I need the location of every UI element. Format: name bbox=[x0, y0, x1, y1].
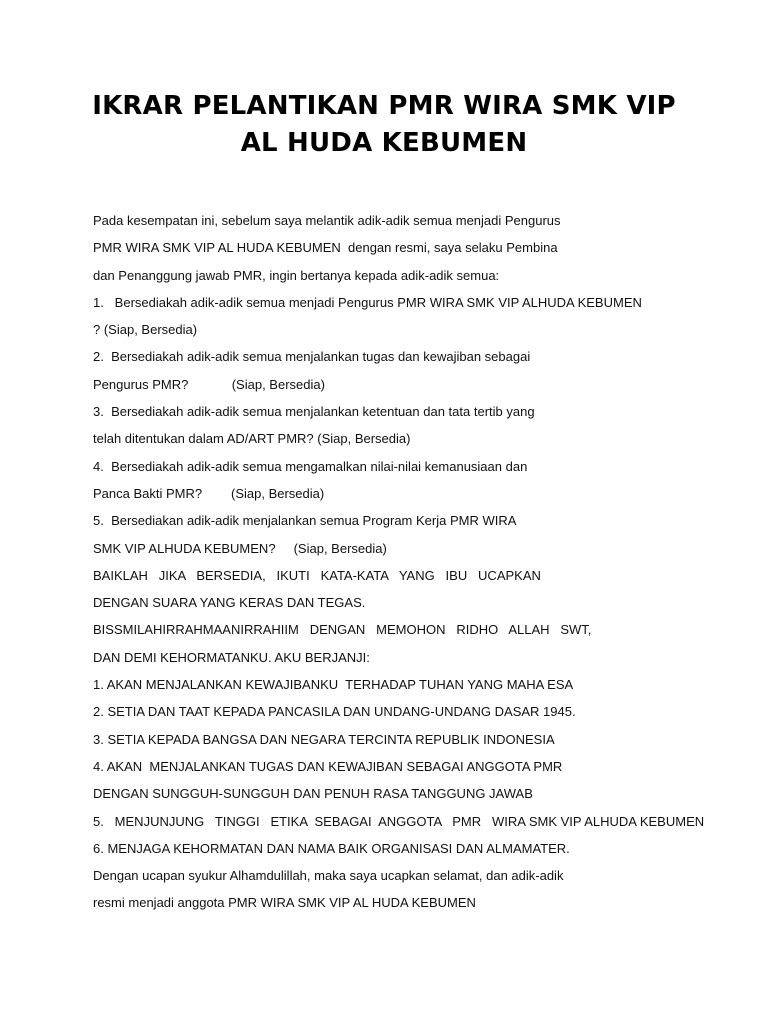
question-4-answer: Panca Bakti PMR? (Siap, Bersedia) bbox=[93, 485, 325, 501]
title-line-1: IKRAR PELANTIKAN PMR WIRA SMK VIP bbox=[92, 91, 676, 121]
question-3-answer: telah ditentukan dalam AD/ART PMR? (Siap, Bersedia) bbox=[93, 431, 411, 447]
question-5: 5. Bersediakan adik-adik menjalankan semua Program Kerja PMR WIRA bbox=[93, 513, 517, 529]
oath-item-4: 4. AKAN MENJALANKAN TUGAS DAN KEWAJIBAN SEBAGAI ANGGOTA PMR bbox=[93, 758, 563, 774]
body-line: Pada kesempatan ini, sebelum saya melantik adik-adik semua menjadi Pengurus bbox=[93, 213, 561, 228]
question-5-answer: SMK VIP ALHUDA KEBUMEN? (Siap, Bersedia) bbox=[93, 540, 387, 556]
oath-opening: BISSMILAHIRRAHMAANIRRAHIIM DENGAN MEMOHON RIDHO ALLAH SWT, bbox=[93, 622, 592, 638]
title-line-2: AL HUDA KEBUMEN bbox=[240, 128, 528, 158]
oath-item-3: 3. SETIA KEPADA BANGSA DAN NEGARA TERCINTA REPUBLIK INDONESIA bbox=[93, 731, 555, 747]
oath-item-4-cont: DENGAN SUNGGUH-SUNGGUH DAN PENUH RASA TANGGUNG JAWAB bbox=[93, 786, 533, 802]
question-1: 1. Bersediakah adik-adik semua menjadi Pengurus PMR WIRA SMK VIP ALHUDA KEBUMEN bbox=[93, 294, 642, 310]
oath-item-6: 6. MENJAGA KEHORMATAN DAN NAMA BAIK ORGANISASI DAN ALMAMATER. bbox=[93, 840, 570, 856]
body-line: PMR WIRA SMK VIP AL HUDA KEBUMEN dengan resmi, saya selaku Pembina bbox=[93, 240, 558, 256]
oath-opening: DAN DEMI KEHORMATANKU. AKU BERJANJI: bbox=[93, 649, 370, 665]
question-1-answer: ? (Siap, Bersedia) bbox=[93, 322, 198, 338]
document-body bbox=[93, 211, 713, 921]
closing-line: resmi menjadi anggota PMR WIRA SMK VIP AL HUDA KEBUMEN bbox=[93, 895, 476, 911]
oath-item-1: 1. AKAN MENJALANKAN KEWAJIBANKU TERHADAP TUHAN YANG MAHA ESA bbox=[93, 677, 574, 693]
question-2: 2. Bersediakah adik-adik semua menjalankan tugas dan kewajiban sebagai bbox=[93, 349, 531, 365]
oath-item-2: 2. SETIA DAN TAAT KEPADA PANCASILA DAN UNDANG-UNDANG DASAR 1945. bbox=[93, 704, 576, 720]
question-4: 4. Bersediakah adik-adik semua mengamalkan nilai-nilai kemanusiaan dan bbox=[93, 458, 528, 474]
document-title bbox=[60, 88, 708, 162]
body-line: dan Penanggung jawab PMR, ingin bertanya kepada adik-adik semua: bbox=[93, 267, 500, 283]
question-3: 3. Bersediakah adik-adik semua menjalankan ketentuan dan tata tertib yang bbox=[93, 404, 535, 420]
instruction-line: DENGAN SUARA YANG KERAS DAN TEGAS. bbox=[93, 595, 366, 611]
oath-item-5: 5. MENJUNJUNG TINGGI ETIKA SEBAGAI ANGGOTA PMR WIRA SMK VIP ALHUDA KEBUMEN bbox=[93, 813, 705, 829]
question-2-answer: Pengurus PMR? (Siap, Bersedia) bbox=[93, 376, 325, 392]
instruction-line: BAIKLAH JIKA BERSEDIA, IKUTI KATA-KATA YANG IBU UCAPKAN bbox=[93, 567, 541, 583]
closing-line: Dengan ucapan syukur Alhamdulillah, maka saya ucapkan selamat, dan adik-adik bbox=[93, 868, 564, 884]
